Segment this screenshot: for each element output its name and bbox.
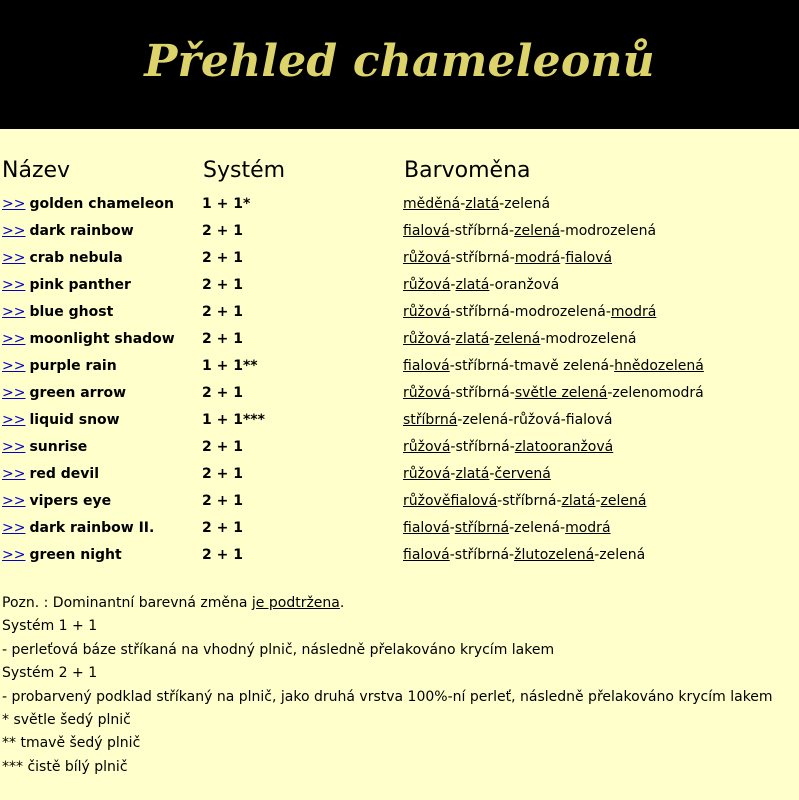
color-text: -: [450, 466, 456, 482]
detail-link[interactable]: >>: [2, 385, 26, 401]
color-change: [403, 385, 704, 401]
detail-link[interactable]: >>: [2, 223, 26, 239]
color-change: [403, 466, 551, 482]
system-value: 2 + 1: [202, 385, 243, 401]
table-row: [0, 489, 799, 516]
system-value: 2 + 1: [202, 520, 243, 536]
color-text: -: [595, 493, 601, 509]
dominant-color: růžová: [403, 466, 451, 482]
note-system-2-1-desc: - probarvený podklad stříkaný na plnič, jako druhá vrstva 100%-ní perleť, následně přelakováno krycím lakem: [2, 688, 773, 705]
system-value: 2 + 1: [202, 493, 243, 509]
chameleon-name-text: vipers eye: [29, 493, 112, 509]
detail-link[interactable]: >>: [2, 250, 26, 266]
dominant-color: stříbrná: [403, 412, 458, 428]
color-text: -: [489, 466, 495, 482]
table-row: [0, 327, 799, 354]
chameleon-name: [2, 277, 131, 293]
color-text: -oranžová: [489, 277, 560, 293]
color-change: [403, 520, 611, 536]
color-text: -stříbrná-: [450, 439, 515, 455]
color-change: [403, 223, 656, 239]
note-text: Pozn. : Dominantní barevná změna: [2, 595, 252, 611]
note-dominant: [2, 592, 792, 615]
color-change: [403, 304, 656, 320]
color-text: -: [460, 196, 466, 212]
chameleon-name: [2, 466, 99, 482]
dominant-color: zelená: [494, 331, 541, 347]
system-value: 2 + 1: [202, 547, 243, 563]
color-change: [403, 439, 613, 455]
chameleon-name-text: liquid snow: [29, 412, 120, 428]
color-text: -zelená-: [509, 520, 566, 536]
dominant-color: měděná: [403, 196, 461, 212]
note-system-1-1-desc: - perleťová báze stříkaná na vhodný plnič, následně přelakováno krycím lakem: [2, 641, 555, 658]
dominant-color: hnědozelená: [614, 358, 704, 374]
color-change: [403, 196, 550, 212]
table-row: [0, 462, 799, 489]
chameleon-name-text: golden chameleon: [29, 196, 174, 212]
dominant-color: růžová: [403, 439, 451, 455]
dominant-color: modrá: [514, 250, 561, 266]
color-text: -: [489, 331, 495, 347]
note-footnote-2: ** tmavě šedý plnič: [2, 735, 141, 752]
dominant-color: růžová: [403, 304, 451, 320]
dominant-color: zlatá: [455, 331, 490, 347]
color-text: -modrozelená: [540, 331, 637, 347]
column-header-color: Barvoměna: [404, 158, 531, 183]
color-text: -modrozelená: [560, 223, 657, 239]
color-text: -zelená: [594, 547, 646, 563]
table-row: [0, 543, 799, 570]
chameleon-name: [2, 304, 113, 320]
dominant-color: fialová: [403, 223, 450, 239]
system-value: 2 + 1: [202, 331, 243, 347]
system-value: 2 + 1: [202, 250, 243, 266]
table-row: [0, 192, 799, 219]
detail-link[interactable]: >>: [2, 277, 26, 293]
system-value: 1 + 1*: [202, 196, 251, 212]
detail-link[interactable]: >>: [2, 439, 26, 455]
system-value: 2 + 1: [202, 466, 243, 482]
note-system-1-1-title: Systém 1 + 1: [2, 618, 98, 635]
detail-link[interactable]: >>: [2, 358, 26, 374]
note-system-2-1-title: Systém 2 + 1: [2, 665, 98, 682]
dominant-color: zlatá: [465, 196, 500, 212]
table-row: [0, 219, 799, 246]
chameleon-name: [2, 412, 120, 428]
system-value: 1 + 1**: [202, 358, 258, 374]
chameleon-name-text: dark rainbow: [29, 223, 134, 239]
note-underlined-example: je podtržena: [251, 595, 340, 611]
color-text: -: [560, 250, 566, 266]
chameleon-name: [2, 358, 117, 374]
color-text: -stříbrná-: [450, 385, 515, 401]
dominant-color: modrá: [565, 520, 611, 536]
dominant-color: zlatá: [455, 466, 490, 482]
column-header-system: Systém: [203, 158, 286, 183]
system-value: 2 + 1: [202, 304, 243, 320]
system-value: 2 + 1: [202, 277, 243, 293]
chameleon-name-text: green night: [29, 547, 122, 563]
dominant-color: růžová: [403, 250, 451, 266]
color-change: [403, 493, 646, 509]
dominant-color: zelená: [514, 223, 561, 239]
system-value: 1 + 1***: [202, 412, 265, 428]
color-change: [403, 412, 612, 428]
dominant-color: zelená: [600, 493, 647, 509]
color-text: -zelená: [499, 196, 551, 212]
chameleon-name: [2, 493, 111, 509]
dominant-color: zlatá: [455, 277, 490, 293]
detail-link[interactable]: >>: [2, 304, 26, 320]
detail-link[interactable]: >>: [2, 196, 26, 212]
dominant-color: zlatooranžová: [514, 439, 614, 455]
chameleon-name: [2, 439, 87, 455]
color-text: -: [450, 331, 456, 347]
chameleon-name: [2, 196, 174, 212]
detail-link[interactable]: >>: [2, 412, 26, 428]
color-text: -: [450, 277, 456, 293]
chameleon-name: [2, 223, 134, 239]
detail-link[interactable]: >>: [2, 331, 26, 347]
table-row: [0, 381, 799, 408]
color-change: [403, 250, 612, 266]
note-footnote-1: * světle šedý plnič: [2, 712, 131, 729]
system-value: 2 + 1: [202, 439, 243, 455]
chameleon-name-text: purple rain: [29, 358, 117, 374]
chameleon-name-text: crab nebula: [29, 250, 123, 266]
color-change: [403, 358, 704, 374]
dominant-color: zlatá: [561, 493, 596, 509]
chameleon-name: [2, 250, 123, 266]
detail-link[interactable]: >>: [2, 493, 26, 509]
color-text: -stříbrná-: [497, 493, 562, 509]
note-footnote-3: *** čistě bílý plnič: [2, 758, 128, 775]
detail-link[interactable]: >>: [2, 547, 26, 563]
dominant-color: fialová: [403, 358, 450, 374]
title-banner: [0, 0, 799, 129]
dominant-color: žlutozelená: [514, 547, 595, 563]
color-text: -stříbrná-: [449, 547, 515, 563]
chameleon-name-text: red devil: [29, 466, 100, 482]
table-row: [0, 300, 799, 327]
table-row: [0, 246, 799, 273]
color-change: [403, 331, 636, 347]
chameleon-name-text: pink panther: [29, 277, 131, 293]
notes-section: [2, 592, 792, 779]
system-value: 2 + 1: [202, 223, 243, 239]
color-text: -stříbrná-modrozelená-: [450, 304, 611, 320]
color-change: [403, 277, 559, 293]
detail-link[interactable]: >>: [2, 466, 26, 482]
color-text: -zelená-růžová-fialová: [457, 412, 613, 428]
color-text: -stříbrná-: [449, 223, 515, 239]
dominant-color: růžová: [403, 385, 451, 401]
dominant-color: světle zelená: [514, 385, 608, 401]
column-header-name: Název: [2, 158, 71, 183]
chameleon-name: [2, 385, 126, 401]
chameleon-name: [2, 331, 175, 347]
table-row: [0, 354, 799, 381]
chameleon-name-text: green arrow: [29, 385, 127, 401]
table-row: [0, 408, 799, 435]
color-text: -zelenomodrá: [607, 385, 704, 401]
chameleon-name-text: blue ghost: [29, 304, 114, 320]
dominant-color: růžová: [403, 331, 451, 347]
dominant-color: fialová: [565, 250, 613, 266]
chameleon-name: [2, 547, 122, 563]
page-title: Přehled chameleonů: [144, 36, 655, 87]
dominant-color: fialová: [403, 547, 450, 563]
color-text: -: [449, 520, 455, 536]
dominant-color: modrá: [610, 304, 657, 320]
dominant-color: růžověfialová: [403, 493, 498, 509]
table-row: [0, 516, 799, 543]
chameleon-name-text: dark rainbow II.: [29, 520, 155, 536]
color-text: -stříbrná-: [450, 250, 515, 266]
dominant-color: růžová: [403, 277, 451, 293]
detail-link[interactable]: >>: [2, 520, 26, 536]
dominant-color: stříbrná: [454, 520, 510, 536]
table-row: [0, 273, 799, 300]
dominant-color: fialová: [403, 520, 450, 536]
color-change: [403, 547, 645, 563]
chameleon-name: [2, 520, 154, 536]
chameleon-name-text: moonlight shadow: [29, 331, 175, 347]
color-text: -stříbrná-tmavě zelená-: [449, 358, 615, 374]
note-text: .: [339, 595, 345, 611]
chameleon-table: [0, 192, 799, 570]
chameleon-name-text: sunrise: [29, 439, 88, 455]
table-row: [0, 435, 799, 462]
dominant-color: červená: [494, 466, 551, 482]
